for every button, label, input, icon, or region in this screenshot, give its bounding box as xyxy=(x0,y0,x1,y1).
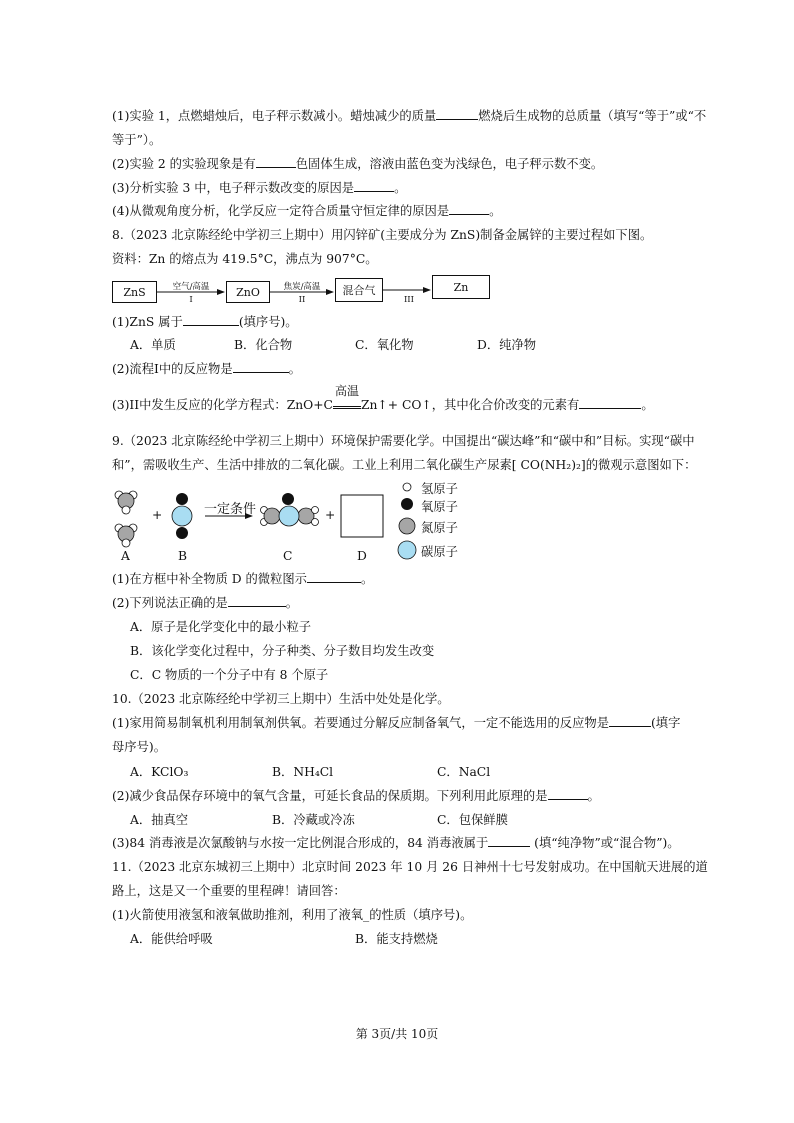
q8-text: 。 xyxy=(288,362,301,376)
q8-text: (1)ZnS 属于 xyxy=(112,315,183,329)
q9-option-c[interactable]: C．C 物质的一个分子中有 8 个原子 xyxy=(130,668,329,682)
flow-arrow2-top: 焦炭/高温 xyxy=(283,282,321,292)
reaction-condition-text: 一定条件 xyxy=(204,502,257,517)
q9-text: 。 xyxy=(285,596,299,610)
q10-option-b[interactable]: B．NH₄Cl xyxy=(272,765,334,779)
flow-arrow1-top: 空气/高温 xyxy=(172,282,210,292)
molecule-c xyxy=(261,493,319,526)
legend-carbon: 碳原子 xyxy=(421,545,458,559)
q11-stem-2: 路上，这是又一个重要的里程碑！请回答： xyxy=(112,884,346,898)
flow-box-zns: ZnS xyxy=(112,281,157,303)
q10-option2-c[interactable]: C．包保鲜膜 xyxy=(437,813,508,827)
molecule-a-bottom xyxy=(115,524,137,547)
q10-stem: 10.（2023 北京陈经纶中学初三上期中）生活中处处是化学。 xyxy=(112,692,450,706)
q10-text: (1)家用简易制氧机利用制氧剂供氧。若要通过分解反应制备氧气，一定不能选用的反应物是 xyxy=(112,716,609,730)
legend-oxygen-marker xyxy=(401,498,413,510)
q7-text: 。 xyxy=(489,204,502,218)
q9-part2 xyxy=(112,595,298,611)
answer-blank[interactable] xyxy=(609,715,651,727)
label-d: D xyxy=(357,549,367,563)
legend-carbon-marker xyxy=(398,541,416,559)
q7-text: (1)实验 1，点燃蜡烛后，电子秤示数减小。蜡烛减少的质量 xyxy=(112,109,437,123)
label-b: B xyxy=(178,549,188,563)
flow-box-zn: Zn xyxy=(432,275,490,299)
q10-option2-b[interactable]: B．冷藏或冷冻 xyxy=(272,813,355,827)
q10-part2 xyxy=(112,788,600,804)
q7-text: 燃烧后生成物的总质量（填写“等于”或“不 xyxy=(478,109,707,123)
page-footer: 第 3页/共 10页 xyxy=(355,1027,439,1041)
q8-text: (3)II中发生反应的化学方程式：ZnO+C xyxy=(112,398,333,412)
q9-text: (1)在方框中补全物质 D 的微粒图示 xyxy=(112,572,307,586)
q9-text: (2)下列说法正确的是 xyxy=(112,596,228,610)
legend-hydrogen-marker xyxy=(403,483,411,491)
molecule-a-top xyxy=(115,491,137,514)
q8-stem: 8.（2023 北京陈经纶中学初三上期中）用闪锌矿(主要成分为 ZnS)制备金属锌的主要过程如下图。 xyxy=(112,228,653,242)
plus-sign-1: + xyxy=(152,508,163,522)
q8-option-c[interactable]: C．氧化物 xyxy=(355,338,414,352)
answer-blank[interactable] xyxy=(488,835,530,847)
flow-box-mixed-gas: 混合气 xyxy=(335,278,383,302)
q7-line2: 等于”）。 xyxy=(112,133,162,147)
q10-text: (填“纯净物”或“混合物”)。 xyxy=(530,836,680,850)
molecule-b xyxy=(172,493,192,539)
q9-part1 xyxy=(112,571,373,587)
legend-nitrogen: 氮原子 xyxy=(421,521,458,535)
q7-text: (4)从微观角度分析，化学反应一定符合质量守恒定律的原因是 xyxy=(112,204,450,218)
legend-hydrogen: 氢原子 xyxy=(421,482,458,496)
q9-option-a[interactable]: A．原子是化学变化中的最小粒子 xyxy=(130,620,312,634)
q8-info: 资料：Zn 的熔点为 419.5°C，沸点为 907°C。 xyxy=(112,252,378,266)
flow-arrow1-bottom: I xyxy=(189,295,193,305)
reaction-condition-label: 高温 xyxy=(334,384,359,398)
q10-part3 xyxy=(112,835,680,851)
legend-nitrogen-marker xyxy=(399,518,415,534)
label-a: A xyxy=(121,549,130,563)
q7-text: (2)实验 2 的实验现象是有 xyxy=(112,157,256,171)
q10-part1-cont: 母序号)。 xyxy=(112,740,166,754)
q8-option-a[interactable]: A．单质 xyxy=(130,338,176,352)
flow-arrow3-bottom: III xyxy=(403,295,415,305)
flow-box-zno: ZnO xyxy=(226,281,270,303)
q11-option-a[interactable]: A．能供给呼吸 xyxy=(130,932,213,946)
q10-option-c[interactable]: C．NaCl xyxy=(437,765,491,779)
q10-text: (填字 xyxy=(651,716,681,730)
q9-stem-2: 和”，需吸收生产、生活中排放的二氧化碳。工业上利用二氧化碳生产尿素[ CO(NH₂)₂]的微观示意图如下： xyxy=(112,458,697,472)
q7-text: (3)分析实验 3 中，电子秤示数改变的原因是 xyxy=(112,181,355,195)
q11-stem-1: 11.（2023 北京东城初三上期中）北京时间 2023 年 10 月 26 日神州十七号发射成功。在中国航天进展的道 xyxy=(112,860,708,874)
label-c: C xyxy=(283,549,293,563)
q10-text: (3)84 消毒液是次氯酸钠与水按一定比例混合形成的，84 消毒液属于 xyxy=(112,836,489,850)
q10-option2-a[interactable]: A．抽真空 xyxy=(130,813,189,827)
q10-text: (2)减少食品保存环境中的氧气含量，可延长食品的保质期。下列利用此原理的是 xyxy=(112,789,548,803)
q10-part1 xyxy=(112,715,680,731)
q11-option-b[interactable]: B．能支持燃烧 xyxy=(355,932,438,946)
q8-text: 。 xyxy=(641,398,654,412)
q9-option-b[interactable]: B．该化学变化过程中，分子种类、分子数目均发生改变 xyxy=(130,644,435,658)
q8-text: (2)流程I中的反应物是 xyxy=(112,362,233,376)
answer-blank[interactable] xyxy=(228,595,286,607)
answer-blank[interactable] xyxy=(307,571,361,583)
q8-text: Zn↑+ CO↑，其中化合价改变的元素有 xyxy=(360,398,580,412)
q10-option-a[interactable]: A．KClO₃ xyxy=(130,765,189,779)
q9-stem-1: 9.（2023 北京陈经纶中学初三上期中）环境保护需要化学。中国提出“碳达峰”和“碳中和”目标。实现“碳中 xyxy=(112,434,695,448)
q10-text: 。 xyxy=(587,789,600,803)
legend-oxygen: 氧原子 xyxy=(421,500,458,514)
answer-blank[interactable] xyxy=(548,788,588,800)
flow-arrow2-bottom: II xyxy=(298,295,306,305)
q7-text: 。 xyxy=(394,181,407,195)
plus-sign-2: + xyxy=(325,508,336,522)
q8-option-d[interactable]: D．纯净物 xyxy=(477,338,537,352)
q8-option-b[interactable]: B．化合物 xyxy=(234,338,293,352)
q11-part1: (1)火箭使用液氢和液氧做助推剂，利用了液氧_的性质（填序号)。 xyxy=(112,908,473,922)
molecule-d-box xyxy=(341,495,383,537)
q8-text: (填序号)。 xyxy=(238,315,298,329)
q7-text: 色固体生成，溶液由蓝色变为浅绿色，电子秤示数不变。 xyxy=(295,157,604,171)
q9-text: 。 xyxy=(360,572,374,586)
